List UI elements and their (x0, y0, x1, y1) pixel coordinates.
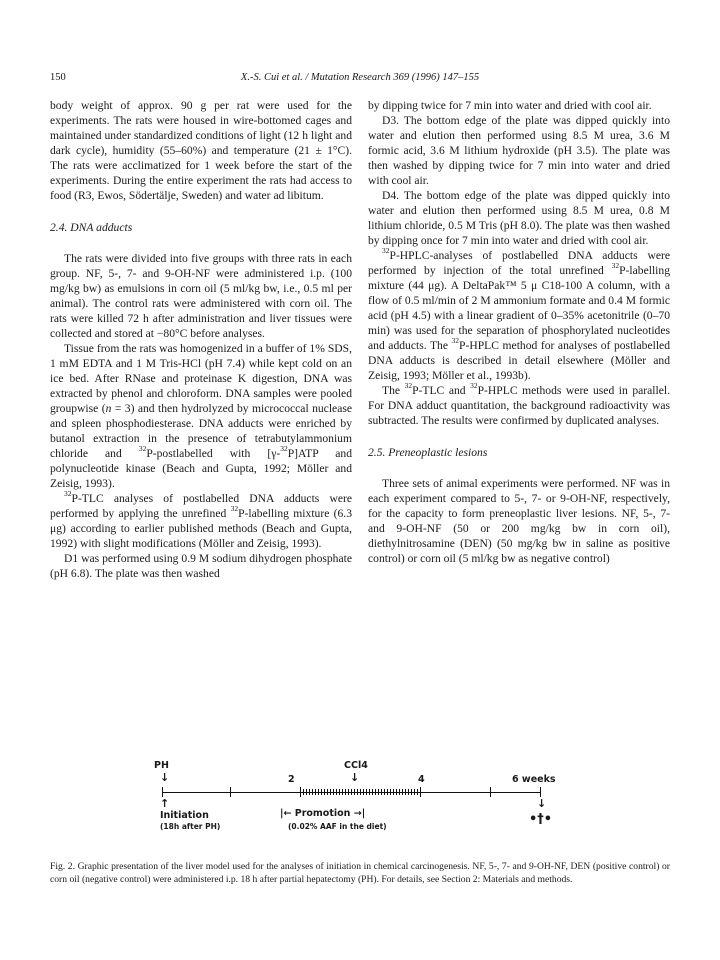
promotion-sublabel: (0.02% AAF in the diet) (288, 822, 387, 831)
ccl4-down-arrow: ↓ (350, 771, 360, 784)
paragraph-tlc: $^{32}$P-TLC analyses of postlabelled DNA adducts were performed by applying the unrefined $^{32}$P-labelling mixture (6.3 μg) according to earlier published methods (Beach and Gupta, 1992) with slight modifications (Möller and Zeisig, 1993). (50, 489, 353, 550)
right-column (368, 98, 670, 566)
initiation-sublabel: (18h after PH) (160, 822, 221, 831)
journal-citation: X.-S. Cui et al. / Mutation Research 369 (1996) 147–155 (240, 72, 480, 83)
timeline-tick-5 (490, 787, 491, 797)
timeline-tick-1 (230, 787, 231, 797)
initiation-label: Initiation (160, 810, 209, 821)
paragraph-d1: D1 was performed using 0.9 M sodium dihydrogen phosphate (pH 6.8). The plate was then washed (50, 552, 352, 580)
paragraph-experiments: Three sets of animal experiments were performed. NF was in each experiment compared to 5-, 7- or 9-OH-NF, respectively, for the capacity to form preneoplastic liver lesions. NF, 5-, 7- and 9-OH-NF (50 or 200 mg/kg bw in corn oil), diethylnitrosamine (DEN) (50 mg/kg bw in saline as positive control) or corn oil (5 ml/kg bw as negative control) (368, 477, 670, 565)
aaf-diet-hatch (300, 789, 420, 795)
ph-down-arrow: ↓ (160, 771, 170, 784)
week-4-label: 4 (418, 774, 425, 785)
sacrifice-icon: •†• (529, 812, 553, 827)
liver-model-figure (140, 760, 580, 832)
promotion-label: |← Promotion →| (280, 808, 366, 819)
initiation-up-arrow: ↑ (160, 797, 170, 810)
left-column (50, 98, 352, 581)
paragraph-dipping: by dipping twice for 7 min into water and dried with cool air. (368, 99, 652, 112)
paragraph-d3: D3. The bottom edge of the plate was dipped quickly into water and elution then performed using 8.5 M urea, 3.6 M formic acid, 3.6 M lithium hydroxide (pH 3.5). The plate was then washed by dipping twice for 7 min into water and dried with cool air. (368, 114, 670, 187)
timeline-tick-4 (420, 787, 421, 797)
running-header (50, 72, 670, 86)
timeline-tick-0 (162, 787, 163, 797)
paragraph-hplc: $^{32}$P-HPLC-analyses of postlabelled DNA adducts were performed by injection of the total unrefined $^{32}$P-labelling mixture (44 μg). A DeltaPak™ 5 μ C18-100 A column, with a flow of 0.5 ml/min of 2 M ammonium formate and 0.4 M formic acid (pH 4.5) with a linear gradient of 0–35% acetonitrile (0–70 min) was used for the separation of phosphorylated nucleotides and adducts. The $^{32}$P-HPLC method for analyses of postlabelled DNA adducts is described in detail elsewhere (Möller and Zeisig, 1993; Möller et al., 1993b). (368, 246, 670, 382)
page-number: 150 (50, 72, 66, 83)
ccl4-label: CCl4 (344, 760, 368, 771)
paragraph-tissue: Tissue from the rats was homogenized in a buffer of 1% SDS, 1 mM EDTA and 1 M Tris-HCl (pH 7.4) while kept cold on an ice bed. After RNase and proteinase K digestion, DNA was extracted by phenol and chloroform. DNA samples were pooled groupwise (n = 3) and then hydrolyzed by micrococcal nuclease and spleen phosphodiesterase. DNA adducts were enriched by butanol extraction in the presence of tetrabutylammonium chloride and $^{32}$P-postlabelled with [γ-$^{32}$P]ATP and polynucleotide kinase (Beach and Gupta, 1992; Möller and Zeisig, 1993). (50, 342, 352, 490)
sacrifice-down-arrow: ↓ (537, 797, 547, 810)
paragraph-groups: The rats were divided into five groups with three rats in each group. NF, 5-, 7- and 9-OH-NF were administered i.p. (100 mg/kg bw) as emulsions in corn oil (5 ml/kg bw, i.e., 0.5 ml per animal). The control rats were administered with corn oil. The rats were killed 72 h after administration and liver tissues were collected and stored at −80°C before analyses. (50, 252, 352, 340)
section-heading-dna-adducts: 2.4. DNA adducts (50, 221, 133, 234)
ph-label: PH (154, 760, 169, 771)
paragraph-animals: body weight of approx. 90 g per rat were used for the experiments. The rats were housed in wire-bottomed cages and maintained under standardized conditions of light (12 h light and dark cycle), humidity (55–60%) and temperature (21 ± 1°C). The rats were acclimatized for 1 week before the start of the experiments. During the entire experiment the rats had access to food (R3, Ewos, Södertälje, Sweden) and water ad libitum. (50, 99, 352, 202)
figure-caption: Fig. 2. Graphic presentation of the liver model used for the analyses of initiation in chemical carcinogenesis. NF, 5-, 7- and 9-OH-NF, DEN (positive control) or corn oil (negative control) were administered i.p. 18 h after partial hepatectomy (PH). For details, see Section 2: Materials and methods. (50, 860, 670, 885)
section-heading-preneoplastic: 2.5. Preneoplastic lesions (368, 446, 488, 459)
week-6-label: 6 weeks (512, 774, 556, 785)
timeline-tick-6 (540, 787, 541, 797)
paragraph-d4: D4. The bottom edge of the plate was dipped quickly into water and elution then performed using 8.5 M urea, 0.8 M lithium chloride, 0.5 M Tris (pH 8.0). The plate was then washed by dipping once for 7 min into water and dried with cool air. (368, 189, 670, 247)
paragraph-parallel-methods: The $^{32}$P-TLC and $^{32}$P-HPLC methods were used in parallel. For DNA adduct quantitation, the background radioactivity was subtracted. The results were confirmed by duplicated analyses. (368, 381, 670, 427)
week-2-label: 2 (288, 774, 295, 785)
